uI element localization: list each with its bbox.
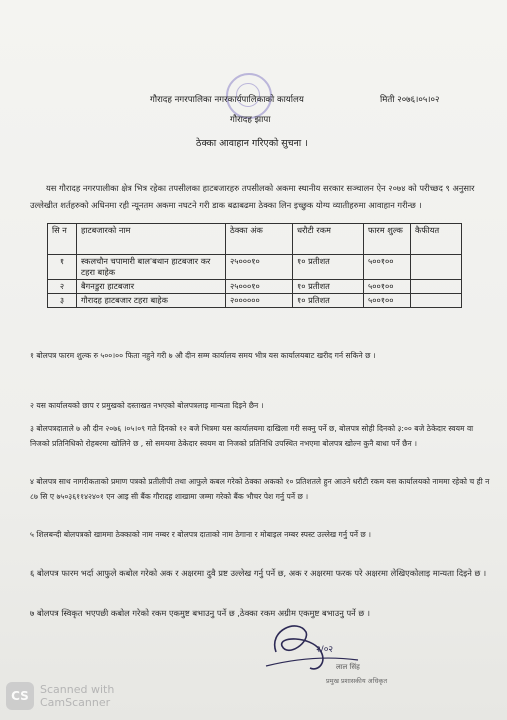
table-cell: ५००१०० bbox=[364, 294, 411, 308]
table-cell: गौरादह हाटबजार टहरा बाहेक bbox=[77, 294, 226, 308]
office-name: गौरादह नगरपालिका नगरकार्यपालिकाको कार्यालय bbox=[150, 95, 304, 105]
table-cell: २०००००० bbox=[226, 294, 293, 308]
notice-title: ठेक्का आवाहान गरिएको सुचना । bbox=[196, 138, 308, 149]
notice-date: मिती २०७६।०५।०२ bbox=[380, 95, 440, 105]
col-header: ठेक्का अंक bbox=[226, 224, 293, 255]
table-cell: २५०००१० bbox=[226, 255, 293, 280]
table-cell bbox=[411, 280, 462, 294]
table-cell bbox=[411, 294, 462, 308]
table-cell: स्कलचौन चपामारी बाल'बथान हाटबजार कर टहरा बाहेक bbox=[77, 255, 226, 280]
clause-5: ५ शिलबन्दी बोलपत्रको खाममा ठेक्काको नाम नम्बर र बोलपत्र दाताको नाम ठेगाना र मोबाइल नम्बर स्पस्ट उल्लेख गर्नु पर्ने छ । bbox=[30, 530, 372, 539]
intro-paragraph: यस गौरादह नगरपालीका क्षेत्र भित्र रहेका तपसीलका हाटबजारहरु तपसीलको अकमा स्थानीय सरकार सञ्चालन ऐन २०७४ को परीच्छद ९ अनुसार उल्लेखीत शर्तहरुको अधिनमा रही न्यूनतम अकमा नघटने गरी डाक बढाबढमा ठेक्का लिन इच्छुक योग्य व्यातीहरुमा आवाहान गरीन्छ । bbox=[30, 183, 475, 210]
col-header: हाटबजारको नाम bbox=[77, 224, 226, 255]
table-cell: २ bbox=[48, 280, 77, 294]
table-cell: बैगनडुरा हाटबजार bbox=[77, 280, 226, 294]
table-row bbox=[48, 255, 462, 280]
table-cell: २५०००१० bbox=[226, 280, 293, 294]
table-cell: १ bbox=[48, 255, 77, 280]
col-header: धरौटी रकम bbox=[293, 224, 364, 255]
watermark-line-2: CamScanner bbox=[40, 696, 111, 709]
signature-date: २/०२ bbox=[316, 645, 334, 655]
clause-6: ६ बोलपत्र फारम भर्दा आफुले कबोल गरेको अक र अक्षरमा दुवै प्रष्ट उल्लेख गर्नु पर्ने छ, अक र अक्षरमा फरक परे अक्षरमा लेखिएकोलाइ मान्यता दिइने छ । bbox=[30, 568, 487, 578]
table-cell: १० प्रतीशत bbox=[293, 280, 364, 294]
clause-3: ३ बोलपत्रदाताले ७ औ दीन २०७६ ।०५।०९ गते दिनको १२ बजे भित्रमा यस कार्यालयमा दाखिला गरी सक्नु पर्ने छ, बोलपत्र सोही दिनको ३:०० बजे ठेकेदार स्वयम वा निजको प्रतिनिधिको रोहबरमा खोलिने छ , सो समयमा ठेकेदार स्वयम वा निजको प्रतिनिधि उपस्थित नभएमा बोलपत्र खोल्न कुनै बाधा पर्ने छैन । bbox=[30, 424, 474, 448]
col-header: फारम शुल्क bbox=[364, 224, 411, 255]
signatory-name: लाल सिंह bbox=[336, 663, 360, 671]
col-header: कैफीयत bbox=[411, 224, 462, 255]
table-header-row bbox=[48, 224, 462, 255]
table-row bbox=[48, 294, 462, 308]
clause-4: ४ बोलपत्र साथ नागरीकताको प्रमाण पत्रको प्रतीलीपी तथा आफुले कबल गरेको ठेक्का अकको १० प्रतिशतले हुन आउने धरौटी रकम यस कार्यालयको नाममा रहेको च ही न ८७ सि ए ७५०३६११४२४०१ एन आइ सी बैंक गौरादह शाखामा जम्मा गरेको बैंक भौचर पेश गर्नु पर्ने छ । bbox=[30, 477, 490, 501]
camscanner-logo: CS bbox=[6, 682, 34, 710]
col-header: सि न bbox=[48, 224, 77, 255]
camscanner-watermark bbox=[40, 683, 114, 709]
table-cell bbox=[411, 255, 462, 280]
market-table bbox=[47, 223, 462, 308]
clause-2: २ यस कार्यालयको छाप र प्रमुखको दस्ताखत नभएको बोलपत्रलाइ मान्यता दिइने छैन । bbox=[30, 401, 264, 410]
table-row bbox=[48, 280, 462, 294]
table-cell: १० प्रतीशत bbox=[293, 255, 364, 280]
table-cell: ३ bbox=[48, 294, 77, 308]
clause-1: १ बोलपत्र फारम शुल्क रु ५००।०० फिता नहुने गरी ७ औ दीन सम्म कार्यालय समय भीत्र यस कार्यालयबाट खरीद गर्न सकिने छ । bbox=[30, 351, 376, 360]
office-location: गौरादह झापा bbox=[230, 115, 271, 125]
table-cell: ५००१०० bbox=[364, 255, 411, 280]
table-cell: १० प्रतिशत bbox=[293, 294, 364, 308]
table-cell: ५००१०० bbox=[364, 280, 411, 294]
watermark-line-1: Scanned with bbox=[40, 683, 115, 696]
signatory-title: प्रमुख प्रशासकीय अधिकृत bbox=[326, 677, 388, 685]
clause-7: ७ बोलपत्र स्विकृत भएपछी कबोल गरेको रकम एकमुष्ट बभाउनु पर्ने छ ,ठेक्का रकम अग्रीम एकमुष्ट बभाउनु पर्ने छ । bbox=[30, 608, 371, 618]
